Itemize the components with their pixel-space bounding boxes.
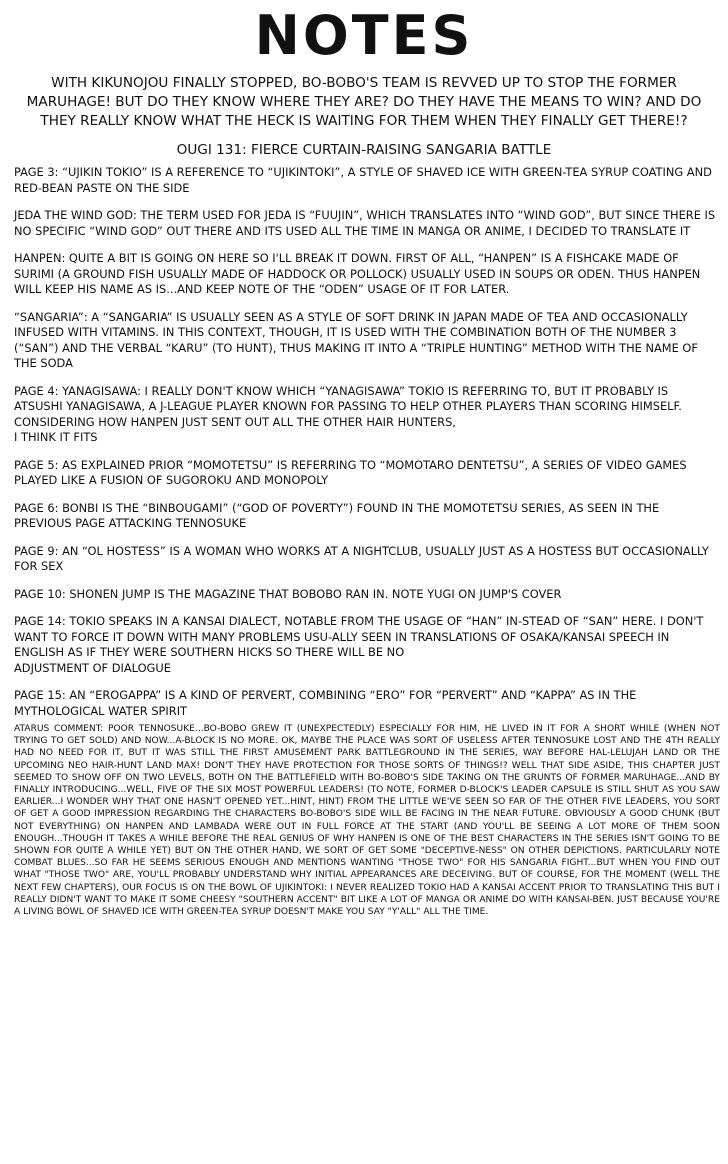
note-page-4: PAGE 4: YANAGISAWA: I REALLY DON'T KNOW WHICH “YANAGISAWA” TOKIO IS REFERRING TO, BUT IT PROBABLY IS ATSUSHI YANAGISAWA, A J-LEAGUE PLAYER KNOWN FOR PASSING TO HELP OTHER PLAYERS THAN SCORING HIMSELF. CONSIDERING HOW HANPEN JUST SENT OUT ALL THE OTHER HAIR HUNTERS, I THINK IT FITS xyxy=(14,383,682,444)
intro-text: WITH KIKUNOJOU FINALLY STOPPED, BO-BOBO'S TEAM IS REVVED UP TO STOP THE FORMER MARUHAGE! BUT DO THEY KNOW WHERE THEY ARE? DO THEY HAVE THE MEANS TO WIN? AND DO THEY REALLY KNOW WHAT THE HECK IS WAITING FOR THEM WHEN THEY FINALLY GET THERE!? xyxy=(26,75,702,129)
note-page-3: PAGE 3: “UJIKIN TOKIO” IS A REFERENCE TO “UJIKINTOKI”, A STYLE OF SHAVED ICE WITH GREEN-TEA SYRUP COATING AND RED-BEAN PASTE ON THE SIDE xyxy=(14,165,712,195)
note-page-14: PAGE 14: TOKIO SPEAKS IN A KANSAI DIALECT, NOTABLE FROM THE USAGE OF “HAN” IN-STEAD OF “SAN” HERE. I DON'T WANT TO FORCE IT DOWN WITH MANY PROBLEMS USU-ALLY SEEN IN TRANSLATIONS OF OSAKA/KANSAI SPEECH IN ENGLISH AS IF THEY WERE SOUTHERN HICKS SO THERE WILL BE NO ADJUSTMENT OF DIALOGUE xyxy=(14,614,704,675)
note-hanpen: HANPEN: QUITE A BIT IS GOING ON HERE SO I'LL BREAK IT DOWN. FIRST OF ALL, “HANPEN” IS A FISHCAKE MADE OF SURIMI (A GROUND FISH USUALLY MADE OF HADDOCK OR POLLOCK) USUALLY USED IN SOUPS OR ODEN. THUS HANPEN WILL KEEP HIS NAME AS IS...AND KEEP NOTE OF THE “ODEN” USAGE OF IT FOR LATER. xyxy=(14,251,701,296)
note-page-9: PAGE 9: AN “OL HOSTESS” IS A WOMAN WHO WORKS AT A NIGHTCLUB, USUALLY JUST AS A HOSTESS BUT OCCASIONALLY FOR SEX xyxy=(14,543,709,573)
note-sangaria: “SANGARIA”: A “SANGARIA” IS USUALLY SEEN AS A STYLE OF SOFT DRINK IN JAPAN MADE OF TEA AND OCCASIONALLY INFUSED WITH VITAMINS. IN THIS CONTEXT, THOUGH, IT IS USED WITH THE COMBINATION BOTH OF THE NUMBER 3 (“SAN”) AND THE VERBAL “KARU” (TO HUNT), THUS MAKING IT INTO A “TRIPLE HUNTING” METHOD WITH THE NAME OF THE SODA xyxy=(14,309,698,370)
note-jeda: JEDA THE WIND GOD: THE TERM USED FOR JEDA IS “FUUJIN”, WHICH TRANSLATES INTO “WIND GOD”, BUT SINCE THERE IS NO SPECIFIC “WIND GOD” OUT THERE AND ITS USED ALL THE TIME IN MANGA OR ANIME, I DECIDED TO TRANSLATE IT xyxy=(14,208,716,238)
note-page-6: PAGE 6: BONBI IS THE “BINBOUGAMI” (“GOD OF POVERTY”) FOUND IN THE MOMOTETSU SERIES, AS SEEN IN THE PREVIOUS PAGE ATTACKING TENNOSUKE xyxy=(14,500,660,530)
note-page-5: PAGE 5: AS EXPLAINED PRIOR “MOMOTETSU” IS REFERRING TO “MOMOTARO DENTETSU”, A SERIES OF VIDEO GAMES PLAYED LIKE A FUSION OF SUGOROKU AND MONOPOLY xyxy=(14,457,687,487)
translator-comment: ATARUS COMMENT: POOR TENNOSUKE...BO-BOBO GREW IT (UNEXPECTEDLY) ESPECIALLY FOR HIM, HE LIVED IN IT FOR A SHORT WHILE (WHEN NOT TRYING TO GET SOLD) AND NOW...A-BLOCK IS NO MORE. OK, MAYBE THE PLACE WAS SORT OF USELESS AFTER TENNOSUKE LOST AND THE 4TH REALLY HAD NO NEED FOR IT, BUT IT WAS STILL THE FIRST AMUSEMENT PARK BATTLEGROUND IN THE SERIES, WAY BEFORE HAL-LELUJAH LAND OR THE UPCOMING NEO HAIR-HUNT LAND MAX! DON'T THEY HAVE PROTECTION FOR THOSE SORTS OF THINGS!? WELL THAT SIDE ASIDE, THIS CHAPTER JUST SEEMED TO SHOW OFF ON TWO LEVELS, BOTH ON THE BATTLEFIELD WITH BO-BOBO'S SIDE TAKING ON THE GRUNTS OF FORMER MARUHAGE...AND BY FINALLY INTRODUCING...WELL, FIVE OF THE SIX MOST POWERFUL LEADERS! (TO NOTE, FORMER D-BLOCK'S LEADER CAPSULE IS STILL SHUT AS YOU SAW EARLIER...I WONDER WHY THAT ONE HASN'T OPENED YET...HINT, HINT) FROM THE LITTLE WE'VE SEEN SO FAR OF THE OTHER FIVE LEADERS, YOU SORT OF GET A GOOD IMPRESSION REGARDING THE CHARACTERS BO-BOBO'S SIDE WILL BE FACING IN THE NEAR FUTURE. OBVIOUSLY A GOOD CHUNK (BUT NOT EVERYTHING) ON HANPEN AND LAMBADA WERE OUT IN FULL FORCE AT THE START (AND YOU'LL BE SEEING A LOT MORE OF THEM SOON ENOUGH...THOUGH IT TAKES A WHILE BEFORE THE REAL GENIUS OF WHY HANPEN IS ONE OF THE BEST CHARACTERS IN THE SERIES ISN'T GOING TO BE SHOWN FOR QUITE A WHILE YET) BUT ON THE OTHER HAND, WE SORT OF GET SOME "DECEPTIVE-NESS" ON OTHER DEPICTIONS. PARTICULARLY NOTE COMBAT BLUES...SO FAR HE SEEMS SERIOUS ENOUGH AND MENTIONS WANTING "THOSE TWO" FOR HIS SANGARIA FIGHT...BUT WHEN YOU FIND OUT WHAT "THOSE TWO" ARE, YOU'LL PROBABLY UNDERSTAND WHY INITIAL APPEARANCES ARE DECEIVING. BUT OF COURSE, FOR THE MOMENT (WELL THE NEXT FEW CHAPTERS), OUR FOCUS IS ON THE BOWL OF UJIKINTOKI: I NEVER REALIZED TOKIO HAD A KANSAI ACCENT PRIOR TO TRANSLATING THIS BUT I REALLY DIDN'T WANT TO MAKE IT SOME CHEESY "SOUTHERN ACCENT" BIT LIKE A LOT OF MANGA OR ANIME DO WITH KANSAI-BEN. JUST BECAUSE YOU'RE A LIVING BOWL OF SHAVED ICE WITH GREEN-TEA SYRUP DOESN'T MAKE YOU SAY "Y'ALL" ALL THE TIME. xyxy=(14,724,720,918)
note-page-10: PAGE 10: SHONEN JUMP IS THE MAGAZINE THAT BOBOBO RAN IN. NOTE YUGI ON JUMP'S COVER xyxy=(14,586,562,601)
chapter-title: OUGI 131: FIERCE CURTAIN-RAISING SANGARIA BATTLE xyxy=(176,142,552,158)
note-page-15: PAGE 15: AN “EROGAPPA” IS A KIND OF PERVERT, COMBINING “ERO” FOR “PERVERT” AND “KAPPA” AS IN THE MYTHOLOGICAL WATER SPIRIT xyxy=(14,688,637,718)
page-title: NOTES xyxy=(254,4,474,67)
